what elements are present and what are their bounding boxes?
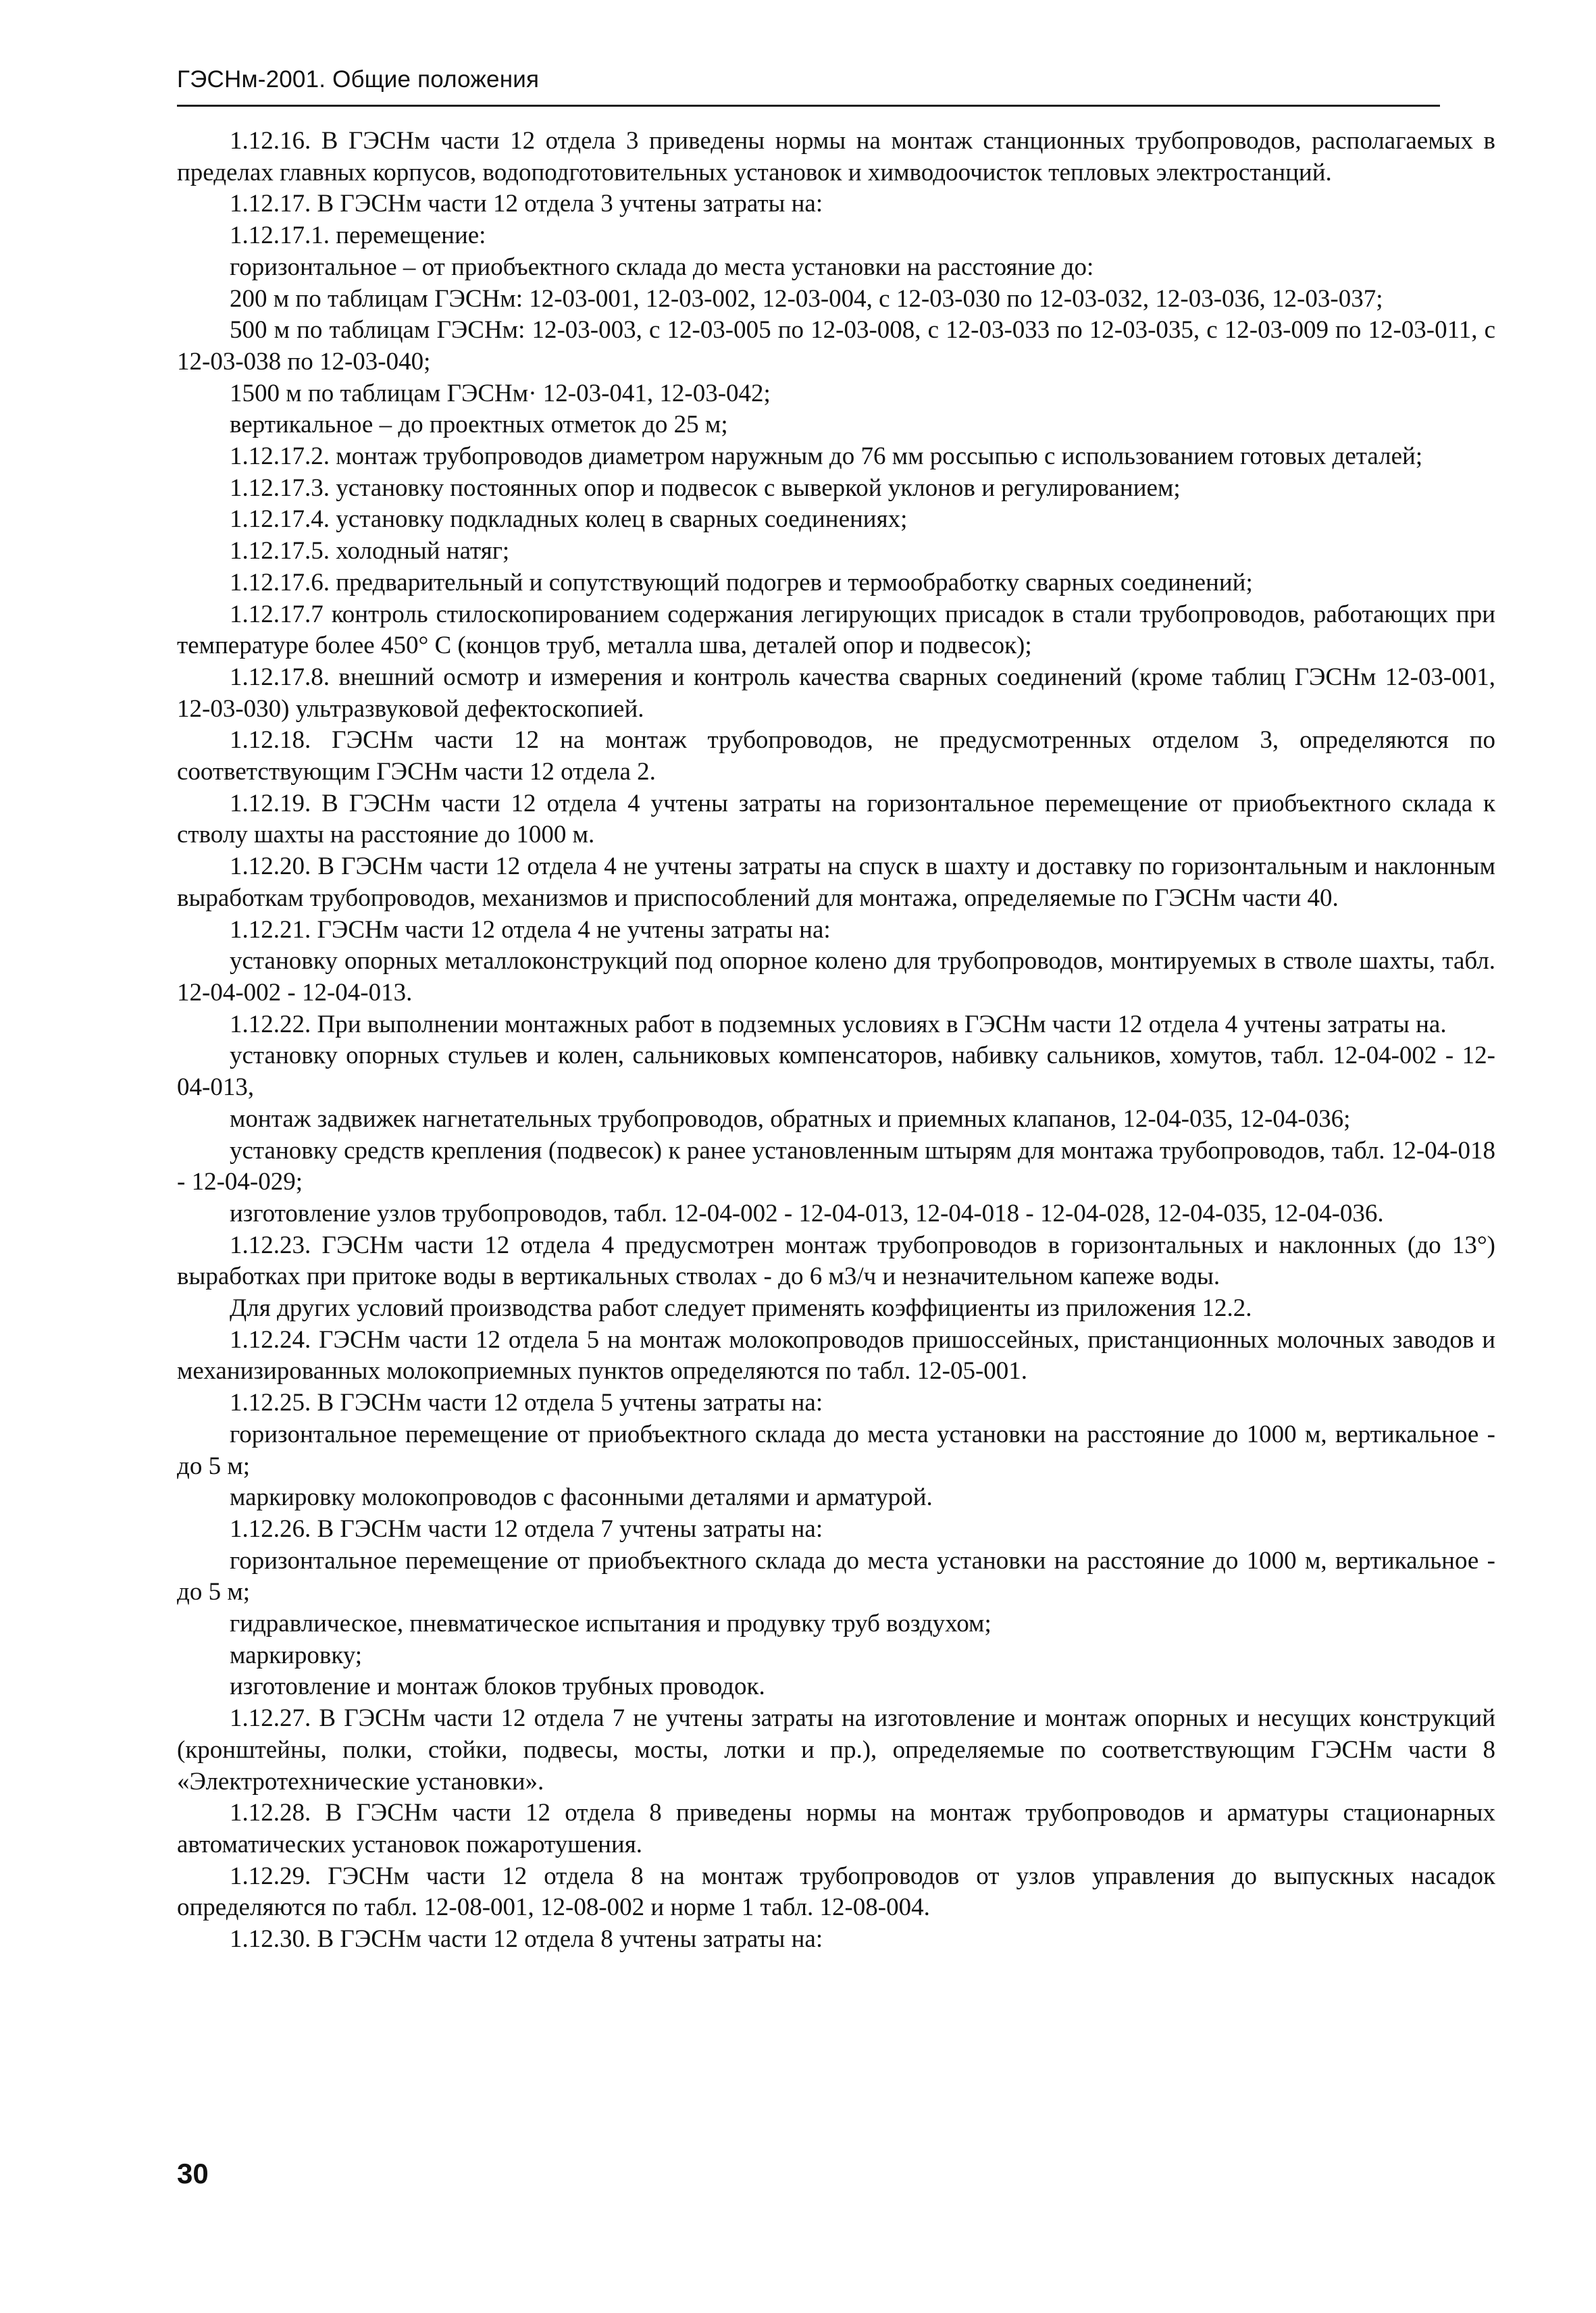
paragraph-1-12-29: 1.12.29. ГЭСНм части 12 отдела 8 на монтаж трубопроводов от узлов управления до выпускных насадок определяются по табл. 12-08-001, 12-08-002 и норме 1 табл. 12-08-004. — [177, 1862, 1495, 1922]
paragraph-1-12-17-6: 1.12.17.6. предварительный и сопутствующий подогрев и термообработку сварных соединений; — [230, 568, 1253, 596]
paragraph-500m: 500 м по таблицам ГЭСНм: 12-03-003, с 12-03-005 по 12-03-008, с 12-03-033 по 12-03-035, с 12-03-009 по 12-03-011, с 12-03-038 по 12-03-040; — [177, 316, 1495, 376]
paragraph-1500m: 1500 м по таблицам ГЭСНм· 12-03-041, 12-03-042; — [230, 379, 771, 407]
paragraph-vertical-move: вертикальное – до проектных отметок до 25 м; — [230, 411, 728, 439]
paragraph-1-12-28: 1.12.28. В ГЭСНм части 12 отдела 8 приведены нормы на монтаж трубопроводов и арматуры стационарных автоматических установок пожаротушения. — [177, 1799, 1495, 1858]
paragraph-horizontal-1000m-a: горизонтальное перемещение от приобъектного склада до места установки на расстояние до 1000 м, вертикальное - до 5 м; — [177, 1420, 1495, 1480]
paragraph-horizontal-1000m-b: горизонтальное перемещение от приобъектного склада до места установки на расстояние до 1000 м, вертикальное - до 5 м; — [177, 1546, 1495, 1606]
paragraph-testing: гидравлическое, пневматическое испытания и продувку труб воздухом; — [230, 1610, 992, 1638]
paragraph-1-12-17-3: 1.12.17.3. установку постоянных опор и подвесок с выверкой уклонов и регулированием; — [230, 474, 1181, 502]
running-header: ГЭСНм-2001. Общие положения — [177, 66, 540, 93]
paragraph-1-12-20: 1.12.20. В ГЭСНм части 12 отдела 4 не учтены затраты на спуск в шахту и доставку по горизонтальным и наклонным выработкам трубопроводов, механизмов и приспособлений для монтажа, определяемые по ГЭСНм части 40. — [177, 853, 1495, 912]
paragraph-pipe-units: изготовление узлов трубопроводов, табл. 12-04-002 - 12-04-013, 12-04-018 - 12-04-028, 12-04-035, 12-04-036. — [230, 1199, 1384, 1227]
paragraph-1-12-23: 1.12.23. ГЭСНм части 12 отдела 4 предусмотрен монтаж трубопроводов в горизонтальных и наклонных (до 13°) выработках при притоке воды в вертикальных стволах - до 6 м3/ч и незначительном капеже воды. — [177, 1231, 1495, 1291]
paragraph-valve-installation: монтаж задвижек нагнетательных трубопроводов, обратных и приемных клапанов, 12-04-035, 12-04-036; — [230, 1104, 1351, 1133]
paragraph-1-12-22: 1.12.22. При выполнении монтажных работ в подземных условиях в ГЭСНм части 12 отдела 4 учтены затраты на. — [230, 1010, 1447, 1038]
paragraph-1-12-24: 1.12.24. ГЭСНм части 12 отдела 5 на монтаж молокопроводов пришоссейных, пристанционных молочных заводов и механизированных молокоприемных пунктов определяются по табл. 12-05-001. — [177, 1325, 1495, 1386]
page-number: 30 — [177, 2158, 209, 2189]
paragraph-1-12-21: 1.12.21. ГЭСНм части 12 отдела 4 не учтены затраты на: — [230, 915, 831, 944]
paragraph-1-12-17-1: 1.12.17.1. перемещение: — [230, 222, 486, 250]
paragraph-1-12-27: 1.12.27. В ГЭСНм части 12 отдела 7 не учтены затраты на изготовление и монтаж опорных и несущих конструкций (кронштейны, полки, стойки, подвесы, мосты, лотки и пр.), определяемые по соответствующим ГЭСНм части 8 «Электротехнические установки». — [177, 1704, 1495, 1796]
body-text — [177, 126, 1495, 1956]
paragraph-1-12-26: 1.12.26. В ГЭСНм части 12 отдела 7 учтены затраты на: — [230, 1515, 823, 1543]
paragraph-fastening: установку средств крепления (подвесок) к ранее установленным штырям для монтажа трубопроводов, табл. 12-04-018 - 12-04-029; — [177, 1136, 1495, 1196]
paragraph-1-12-17: 1.12.17. В ГЭСНм части 12 отдела 3 учтены затраты на: — [230, 190, 823, 218]
paragraph-marking: маркировку; — [230, 1641, 363, 1669]
paragraph-1-12-18: 1.12.18. ГЭСНм части 12 на монтаж трубопроводов, не предусмотренных отделом 3, определяются по соответствующим ГЭСНм части 12 отдела 2. — [177, 726, 1495, 786]
header-rule — [177, 105, 1440, 107]
paragraph-1-12-17-7: 1.12.17.7 контроль стилоскопированием содержания легирующих присадок в стали трубопроводов, работающих при температуре более 450° С (концов труб, металла шва, деталей опор и подвесок); — [177, 600, 1495, 660]
paragraph-1-12-17-5: 1.12.17.5. холодный натяг; — [230, 537, 510, 565]
paragraph-1-12-16: 1.12.16. В ГЭСНм части 12 отдела 3 приведены нормы на монтаж станционных трубопроводов, располагаемых в пределах главных корпусов, водоподготовительных установок и химводоочисток тепловых электростанций. — [177, 127, 1495, 186]
paragraph-other-conditions: Для других условий производства работ следует применять коэффициенты из приложения 12.2. — [230, 1294, 1252, 1323]
paragraph-1-12-17-4: 1.12.17.4. установку подкладных колец в сварных соединениях; — [230, 505, 908, 534]
paragraph-1-12-30: 1.12.30. В ГЭСНм части 12 отдела 8 учтены затраты на: — [230, 1925, 823, 1954]
paragraph-marking-milk: маркировку молокопроводов с фасонными деталями и арматурой. — [230, 1483, 933, 1512]
paragraph-horizontal-move: горизонтальное – от приобъектного склада до места установки на расстояние до: — [230, 253, 1094, 281]
paragraph-200m: 200 м по таблицам ГЭСНм: 12-03-001, 12-03-002, 12-03-004, с 12-03-030 по 12-03-032, 12-03-036, 12-03-037; — [230, 284, 1383, 313]
paragraph-support-structures: установку опорных металлоконструкций под опорное колено для трубопроводов, монтируемых в стволе шахты, табл. 12-04-002 - 12-04-013. — [177, 947, 1495, 1007]
paragraph-1-12-17-8: 1.12.17.8. внешний осмотр и измерения и контроль качества сварных соединений (кроме таблиц ГЭСНм 12-03-001, 12-03-030) ультразвуковой дефектоскопией. — [177, 663, 1495, 723]
paragraph-1-12-25: 1.12.25. В ГЭСНм части 12 отдела 5 учтены затраты на: — [230, 1389, 823, 1417]
paragraph-1-12-17-2: 1.12.17.2. монтаж трубопроводов диаметром наружным до 76 мм россыпью с использованием готовых деталей; — [230, 442, 1423, 471]
paragraph-blocks: изготовление и монтаж блоков трубных проводок. — [230, 1673, 765, 1701]
paragraph-support-chairs: установку опорных стульев и колен, сальниковых компенсаторов, набивку сальников, хомутов, табл. 12-04-002 - 12-04-013, — [177, 1042, 1495, 1102]
paragraph-1-12-19: 1.12.19. В ГЭСНм части 12 отдела 4 учтены затраты на горизонтальное перемещение от приобъектного склада к стволу шахты на расстояние до 1000 м. — [177, 789, 1495, 849]
